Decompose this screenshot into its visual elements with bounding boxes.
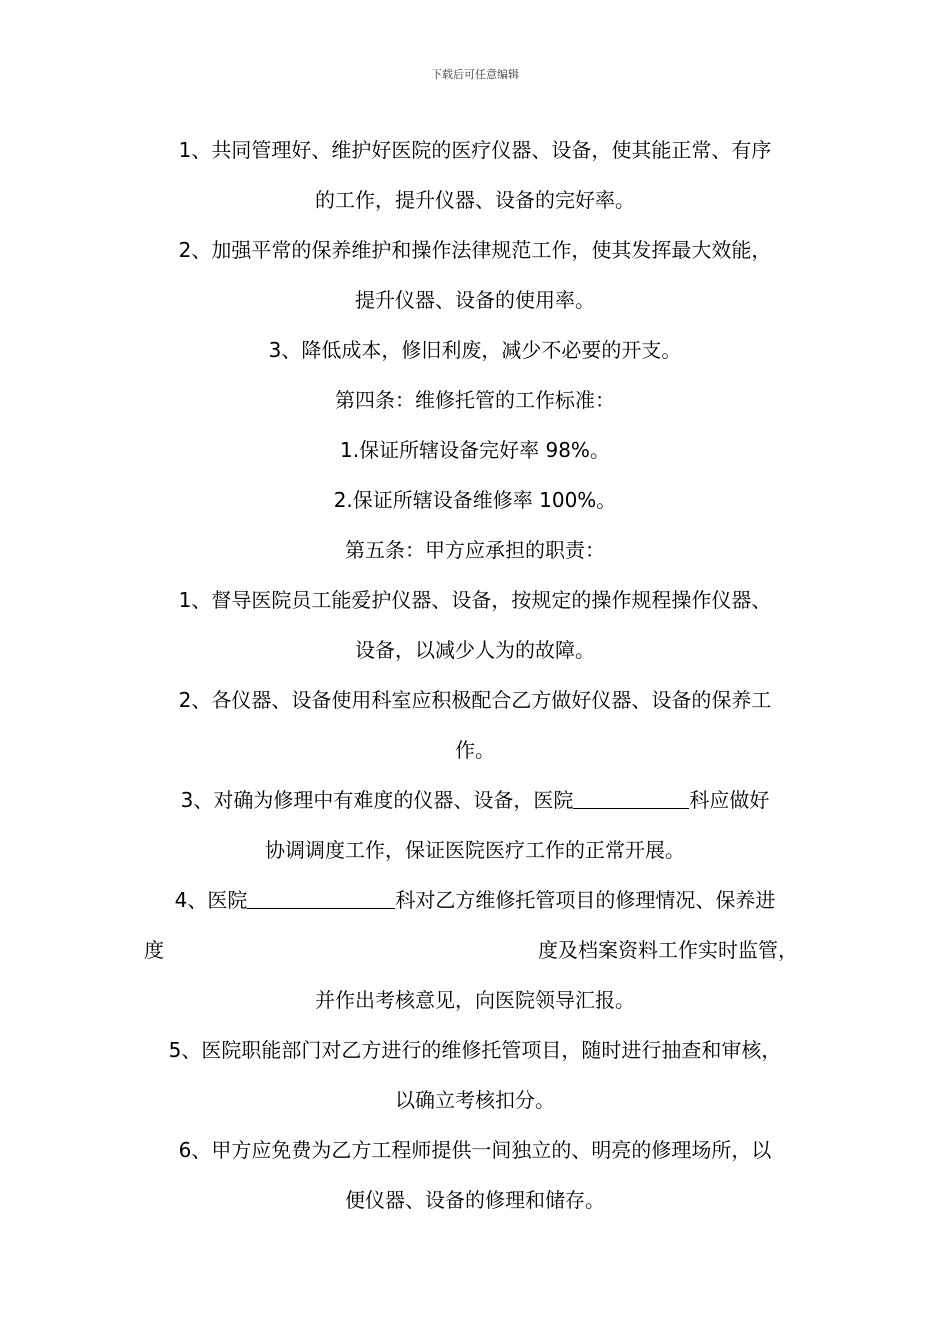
- text-line: 5、医院职能部门对乙方进行的维修托管项目，随时进行抽查和审核，: [168, 1038, 782, 1062]
- text-line: 作。: [455, 738, 495, 762]
- text-line: 的工作，提升仪器、设备的完好率。: [315, 188, 635, 212]
- item-4-text-after: 科对乙方维修托管项目的修理情况、保养进: [395, 888, 776, 912]
- text-line: 1、共同管理好、维护好医院的医疗仪器、设备，使其能正常、有序: [178, 138, 772, 162]
- text-line: 以确立考核扣分。: [395, 1088, 555, 1112]
- section-heading: 第五条：甲方应承担的职责：: [345, 538, 605, 562]
- text-line: 2、加强平常的保养维护和操作法律规范工作，使其发挥最大效能，: [178, 238, 772, 262]
- fill-in-blank: [573, 786, 689, 809]
- item-3-line-1: [0, 785, 950, 815]
- page-header: 下载后可任意编辑: [431, 68, 519, 81]
- item-3-text-after: 科应做好: [689, 788, 770, 812]
- text-line: 提升仪器、设备的使用率。: [355, 288, 595, 312]
- item-4-line-1: [0, 885, 950, 915]
- item-4-line-2-left: 度: [144, 938, 164, 962]
- text-line: 1.保证所辖设备完好率 98%。: [340, 438, 610, 462]
- fill-in-blank: [247, 886, 395, 909]
- text-line: 2.保证所辖设备维修率 100%。: [333, 488, 617, 512]
- text-line: 6、甲方应免费为乙方工程师提供一间独立的、明亮的修理场所，以: [178, 1138, 772, 1162]
- text-line: 2、各仪器、设备使用科室应积极配合乙方做好仪器、设备的保养工: [178, 688, 772, 712]
- text-line: 1、督导医院员工能爱护仪器、设备，按规定的操作规程操作仪器、: [178, 588, 772, 612]
- item-3-text-before: 3、对确为修理中有难度的仪器、设备，医院: [180, 788, 574, 812]
- text-line: 便仪器、设备的修理和储存。: [345, 1188, 605, 1212]
- text-line: 并作出考核意见，向医院领导汇报。: [315, 988, 635, 1012]
- item-4-line-2-right: 度及档案资料工作实时监管，: [538, 938, 798, 962]
- text-line: 3、降低成本，修旧利废，减少不必要的开支。: [268, 338, 682, 362]
- text-line: 设备，以减少人为的故障。: [355, 638, 595, 662]
- section-heading: 第四条：维修托管的工作标准：: [335, 388, 615, 412]
- text-line: 协调调度工作，保证医院医疗工作的正常开展。: [265, 838, 685, 862]
- item-4-text-before: 4、医院: [174, 888, 248, 912]
